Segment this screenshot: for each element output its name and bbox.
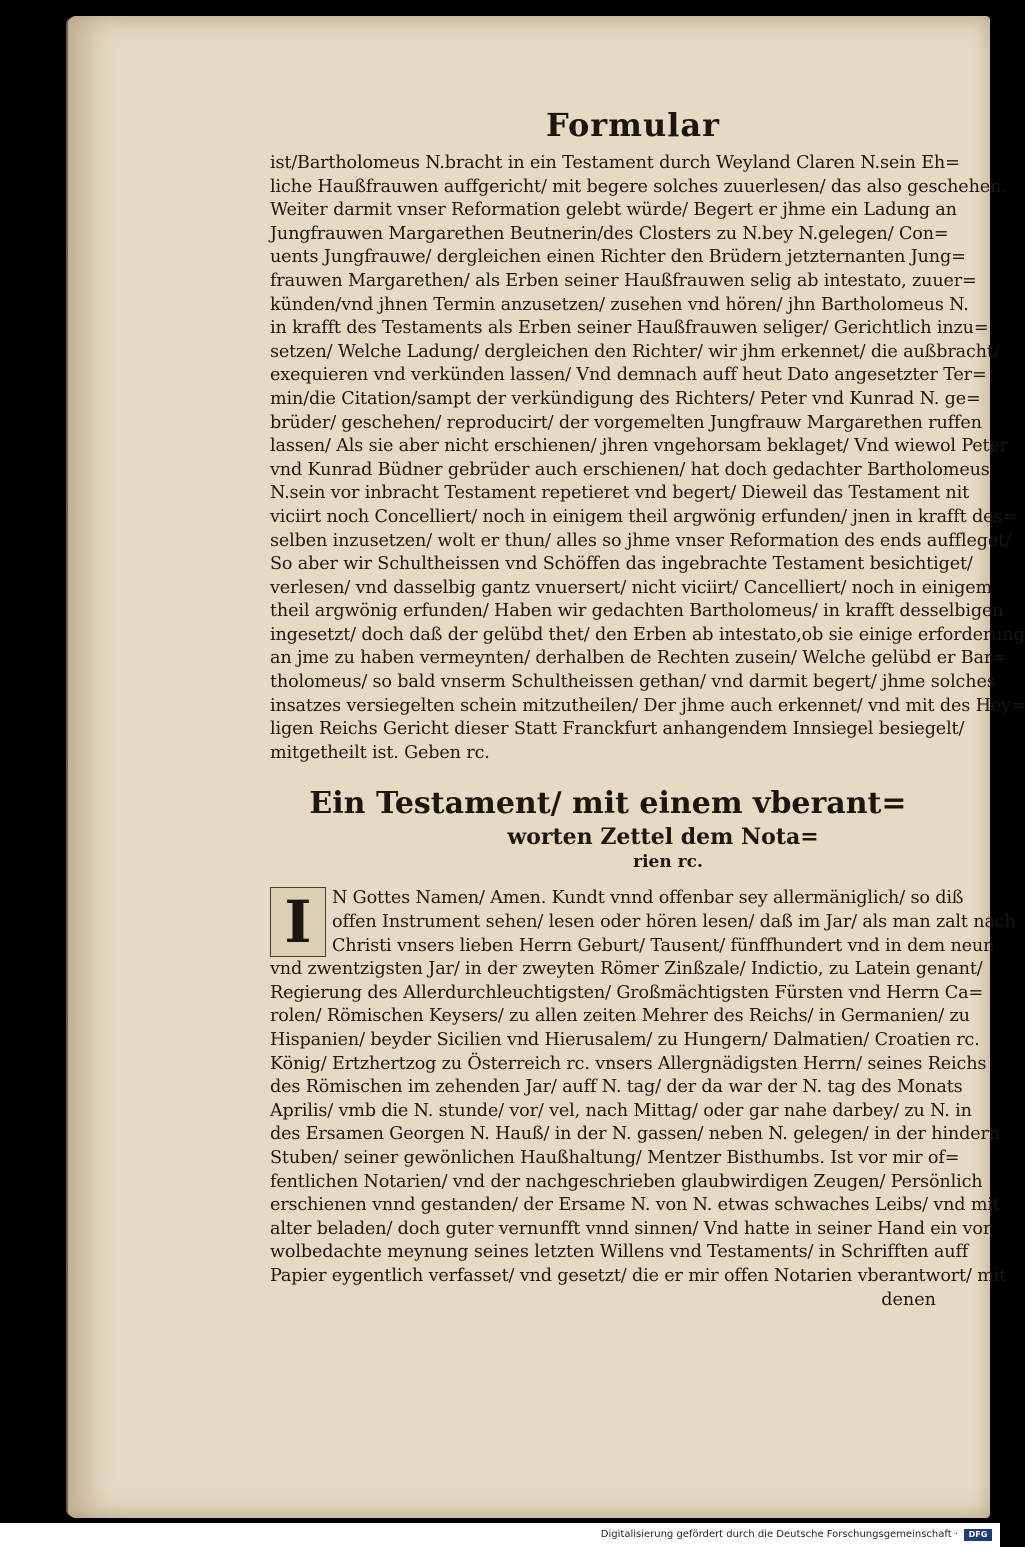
text-line: So aber wir Schultheissen vnd Schöffen das ingebrachte Testament besichtiget/ (270, 554, 973, 575)
text-line: alter beladen/ doch guter vernunfft vnnd sinnen/ Vnd hatte in seiner Hand ein vor (270, 1218, 992, 1239)
paragraph-1 (270, 152, 1025, 765)
paragraph-2 (270, 887, 1016, 1288)
text-line: lassen/ Als sie aber nicht erschienen/ jhren vngehorsam beklaget/ Vnd wiewol Peter (270, 436, 1008, 457)
footer-credit: Digitalisierung gefördert durch die Deutsche Forschungsgemeinschaft · (600, 1529, 958, 1540)
text-line: N.sein vor inbracht Testament repetieret vnd begert/ Dieweil das Testament nit (270, 483, 969, 504)
catchword: denen (881, 1289, 936, 1310)
text-line: wolbedachte meynung seines letzten Willens vnd Testaments/ in Schrifften auff (270, 1242, 969, 1263)
digitization-footer (0, 1523, 1000, 1547)
text-line: min/die Citation/sampt der verkündigung des Richters/ Peter vnd Kunrad N. ge= (270, 388, 981, 409)
text-line: rolen/ Römischen Keysers/ zu allen zeiten Mehrer des Reichs/ in Germanien/ zu (270, 1006, 970, 1027)
text-line: in krafft des Testaments als Erben seiner Haußfrauwen seliger/ Gerichtlich inzu= (270, 318, 989, 339)
text-line: Stuben/ seiner gewönlichen Haußhaltung/ Mentzer Bisthumbs. Ist vor mir of= (270, 1147, 960, 1168)
text-line: liche Haußfrauwen auffgericht/ mit begere solches zuuerlesen/ das also geschehen. (270, 176, 1007, 197)
text-line: Regierung des Allerdurchleuchtigsten/ Großmächtigsten Fürsten vnd Herrn Ca= (270, 982, 984, 1003)
text-line: frauwen Margarethen/ als Erben seiner Haußfrauwen selig ab intestato, zuuer= (270, 270, 977, 291)
running-head: Formular (545, 106, 721, 144)
text-line: N Gottes Namen/ Amen. Kundt vnnd offenbar sey allermäniglich/ so diß (332, 888, 964, 909)
text-line: offen Instrument sehen/ lesen oder hören lesen/ daß im Jar/ als man zalt nach (332, 912, 1016, 933)
text-line: tholomeus/ so bald vnserm Schultheissen gethan/ vnd darmit begert/ jhme solches (270, 672, 996, 693)
text-line: König/ Ertzhertzog zu Österreich rc. vnsers Allergnädigsten Herrn/ seines Reichs (270, 1053, 987, 1074)
section-title-line-2: worten Zettel dem Nota= (507, 824, 819, 851)
text-line: ingesetzt/ doch daß der gelübd thet/ den Erben ab intestato,ob sie einige erforderung (270, 624, 1025, 645)
text-line: ist/Bartholomeus N.bracht in ein Testament durch Weyland Claren N.sein Eh= (270, 153, 960, 173)
section-title (270, 785, 936, 873)
text-line: des Ersamen Georgen N. Hauß/ in der N. gassen/ neben N. gelegen/ in der hindern (270, 1124, 1000, 1145)
text-block (270, 106, 1025, 1312)
text-line: selben inzusetzen/ wolt er thun/ alles so jhme vnser Reformation des ends auffleget/ (270, 530, 1011, 551)
text-line: Christi vnsers lieben Herrn Geburt/ Tausent/ fünffhundert vnd in dem neun (332, 935, 995, 956)
dfg-logo: DFG (964, 1529, 992, 1541)
text-line: insatzes versiegelten schein mitzutheilen/ Der jhme auch erkennet/ vnd mit des Hey= (270, 695, 1025, 716)
text-line: mitgetheilt ist. Geben rc. (270, 742, 490, 763)
text-line: an jme zu haben vermeynten/ derhalben de Rechten zusein/ Welche gelübd er Bar= (270, 648, 1007, 669)
text-line: exequieren vnd verkünden lassen/ Vnd demnach auff heut Dato angesetzter Ter= (270, 365, 987, 386)
text-line: fentlichen Notarien/ vnd der nachgeschrieben glaubwirdigen Zeugen/ Persönlich (270, 1171, 983, 1192)
text-line: Aprilis/ vmb die N. stunde/ vor/ vel, nach Mittag/ oder gar nahe darbey/ zu N. in (270, 1100, 972, 1121)
text-line: uents Jungfrauwe/ dergleichen einen Richter den Brüdern jetzternanten Jung= (270, 247, 966, 268)
text-line: verlesen/ vnd dasselbig gantz vnuersert/ nicht viciirt/ Cancelliert/ noch in einigem (270, 577, 993, 598)
text-line: vnd zwentzigsten Jar/ in der zweyten Römer Zinßzale/ Indictio, zu Latein genant/ (270, 959, 983, 980)
text-line: brüder/ geschehen/ reproducirt/ der vorgemelten Jungfrauw Margarethen ruffen (270, 412, 982, 433)
text-line: setzen/ Welche Ladung/ dergleichen den Richter/ wir jhm erkennet/ die außbracht/ (270, 341, 1000, 362)
text-line: erschienen vnnd gestanden/ der Ersame N. von N. etwas schwaches Leibs/ vnd mit (270, 1195, 1000, 1216)
text-line: künden/vnd jhnen Termin anzusetzen/ zusehen vnd hören/ jhn Bartholomeus N. (270, 294, 969, 315)
text-line: vnd Kunrad Büdner gebrüder auch erschienen/ hat doch gedachter Bartholomeus (270, 459, 990, 480)
text-line: Weiter darmit vnser Reformation gelebt würde/ Begert er jhme ein Ladung an (270, 200, 957, 221)
section-title-line-3: rien rc. (633, 852, 703, 873)
text-line: Papier eygentlich verfasset/ vnd gesetzt/ die er mir offen Notarien vberantwort/ mit (270, 1265, 1007, 1286)
text-line: theil argwönig erfunden/ Haben wir gedachten Bartholomeus/ in krafft desselbigen (270, 601, 1004, 622)
text-line: des Römischen im zehenden Jar/ auff N. tag/ der da war der N. tag des Monats (270, 1077, 963, 1098)
text-line: ligen Reichs Gericht dieser Statt Franckfurt anhangendem Innsiegel besiegelt/ (270, 719, 965, 740)
text-line: Hispanien/ beyder Sicilien vnd Hierusalem/ zu Hungern/ Dalmatien/ Croatien rc. (270, 1030, 980, 1050)
text-line: viciirt noch Concelliert/ noch in einigem theil argwönig erfunden/ jnen in krafft des= (270, 506, 1017, 527)
drop-cap-initial: I (270, 887, 326, 957)
text-line: Jungfrauwen Margarethen Beutnerin/des Closters zu N.bey N.gelegen/ Con= (270, 223, 949, 244)
section-title-line-1: Ein Testament/ mit einem vberant= (309, 786, 907, 822)
